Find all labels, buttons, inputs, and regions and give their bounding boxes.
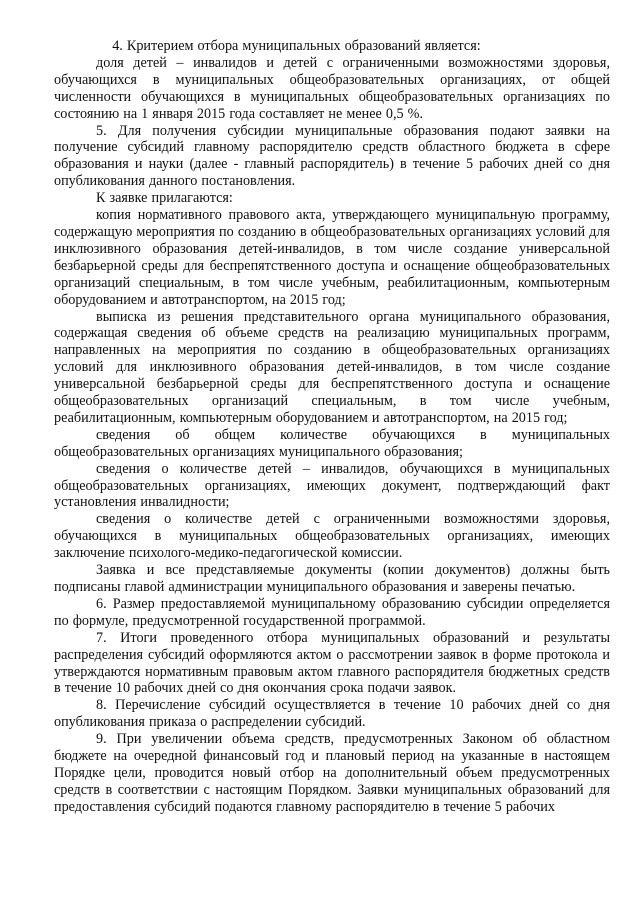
paragraph-attachments-heading: К заявке прилагаются: <box>96 190 233 207</box>
paragraph-criterion-heading: 4. Критерием отбора муниципальных образований является: <box>96 38 481 54</box>
paragraph-signature-requirement: Заявка и все представляемые документы (копии документов) должны быть подписаны главой администрации муниципального образования и заверены печатью. <box>54 562 615 595</box>
paragraph-subsidy-transfer: 8. Перечисление субсидий осуществляется в течение 10 рабочих дней со дня опубликования приказа о распределении субсидий. <box>54 697 615 731</box>
paragraph-application-submission: 5. Для получения субсидии муниципальные образования подают заявки на получение субсидий главному распорядителю средств областного бюджета в сфере образования и науки (далее - главный распорядитель) в течение 5 рабочих дней со дня опубликования данного постановления. <box>54 122 615 190</box>
paragraph-criterion-text: доля детей – инвалидов и детей с ограниченными возможностями здоровья, обучающихся в муниципальных общеобразовательных организациях, от общей численности обучающихся в муниципальных общеобразовательных организациях по состоянию на 1 января 2015 года составляет не менее 0,5 %. <box>54 54 615 122</box>
paragraph-additional-selection: 9. При увеличении объема средств, предусмотренных Законом об областном бюджете на очередной финансовый год и плановый период на указанные в настоящем Порядке цели, проводится новый отбор на дополнительный объем предусмотренных средств в соответствии с настоящим Порядком. Заявки муниципальных образований для предоставления субсидий подаются главному распорядителю в течение 5 рабочих <box>54 731 615 815</box>
paragraph-subsidy-amount: 6. Размер предоставляемой муниципальному образованию субсидии определяется по формуле, предусмотренной государственной программой. <box>54 595 615 629</box>
document-body <box>54 38 615 816</box>
paragraph-selection-results: 7. Итоги проведенного отбора муниципальных образований и результаты распределения субсидий оформляются актом о рассмотрении заявок в форме протокола и утверждаются нормативным правовым актом главного распорядителя бюджетных средств в течение 10 рабочих дней со дня окончания срока подачи заявок. <box>54 629 615 697</box>
paragraph-attachment-total-students: сведения об общем количестве обучающихся в муниципальных общеобразовательных организациях муниципального образования; <box>54 426 615 460</box>
paragraph-attachment-limited-health: сведения о количестве детей с ограниченными возможностями здоровья, обучающихся в муниципальных общеобразовательных организациях, имеющих заключение психолого-медико-педагогической комиссии. <box>54 511 615 562</box>
paragraph-attachment-program-copy: копия нормативного правового акта, утверждающего муниципальную программу, содержащую мероприятия по созданию в общеобразовательных организациях условий для инклюзивного образования детей-инвалидов, в том числе создание универсальной безбарьерной среды для беспрепятственного доступа и оснащение общеобразовательных организаций специальным, в том числе учебным, реабилитационным, компьютерным оборудованием и автотранспортом, на 2015 год; <box>54 207 615 308</box>
paragraph-attachment-disabled-children: сведения о количестве детей – инвалидов, обучающихся в муниципальных общеобразовательных организациях, имеющих документ, подтверждающий факт установления инвалидности; <box>54 460 615 511</box>
paragraph-attachment-decision-extract: выписка из решения представительного органа муниципального образования, содержащая сведения об объеме средств на реализацию муниципальных программ, направленных на мероприятия по созданию в общеобразовательных организациях условий для инклюзивного образования детей-инвалидов, в том числе создание универсальной безбарьерной среды для беспрепятственного доступа и оснащение общеобразовательных организаций специальным, в том числе учебным, реабилитационным, компьютерным оборудованием и автотранспортом, на 2015 год; <box>54 308 615 426</box>
